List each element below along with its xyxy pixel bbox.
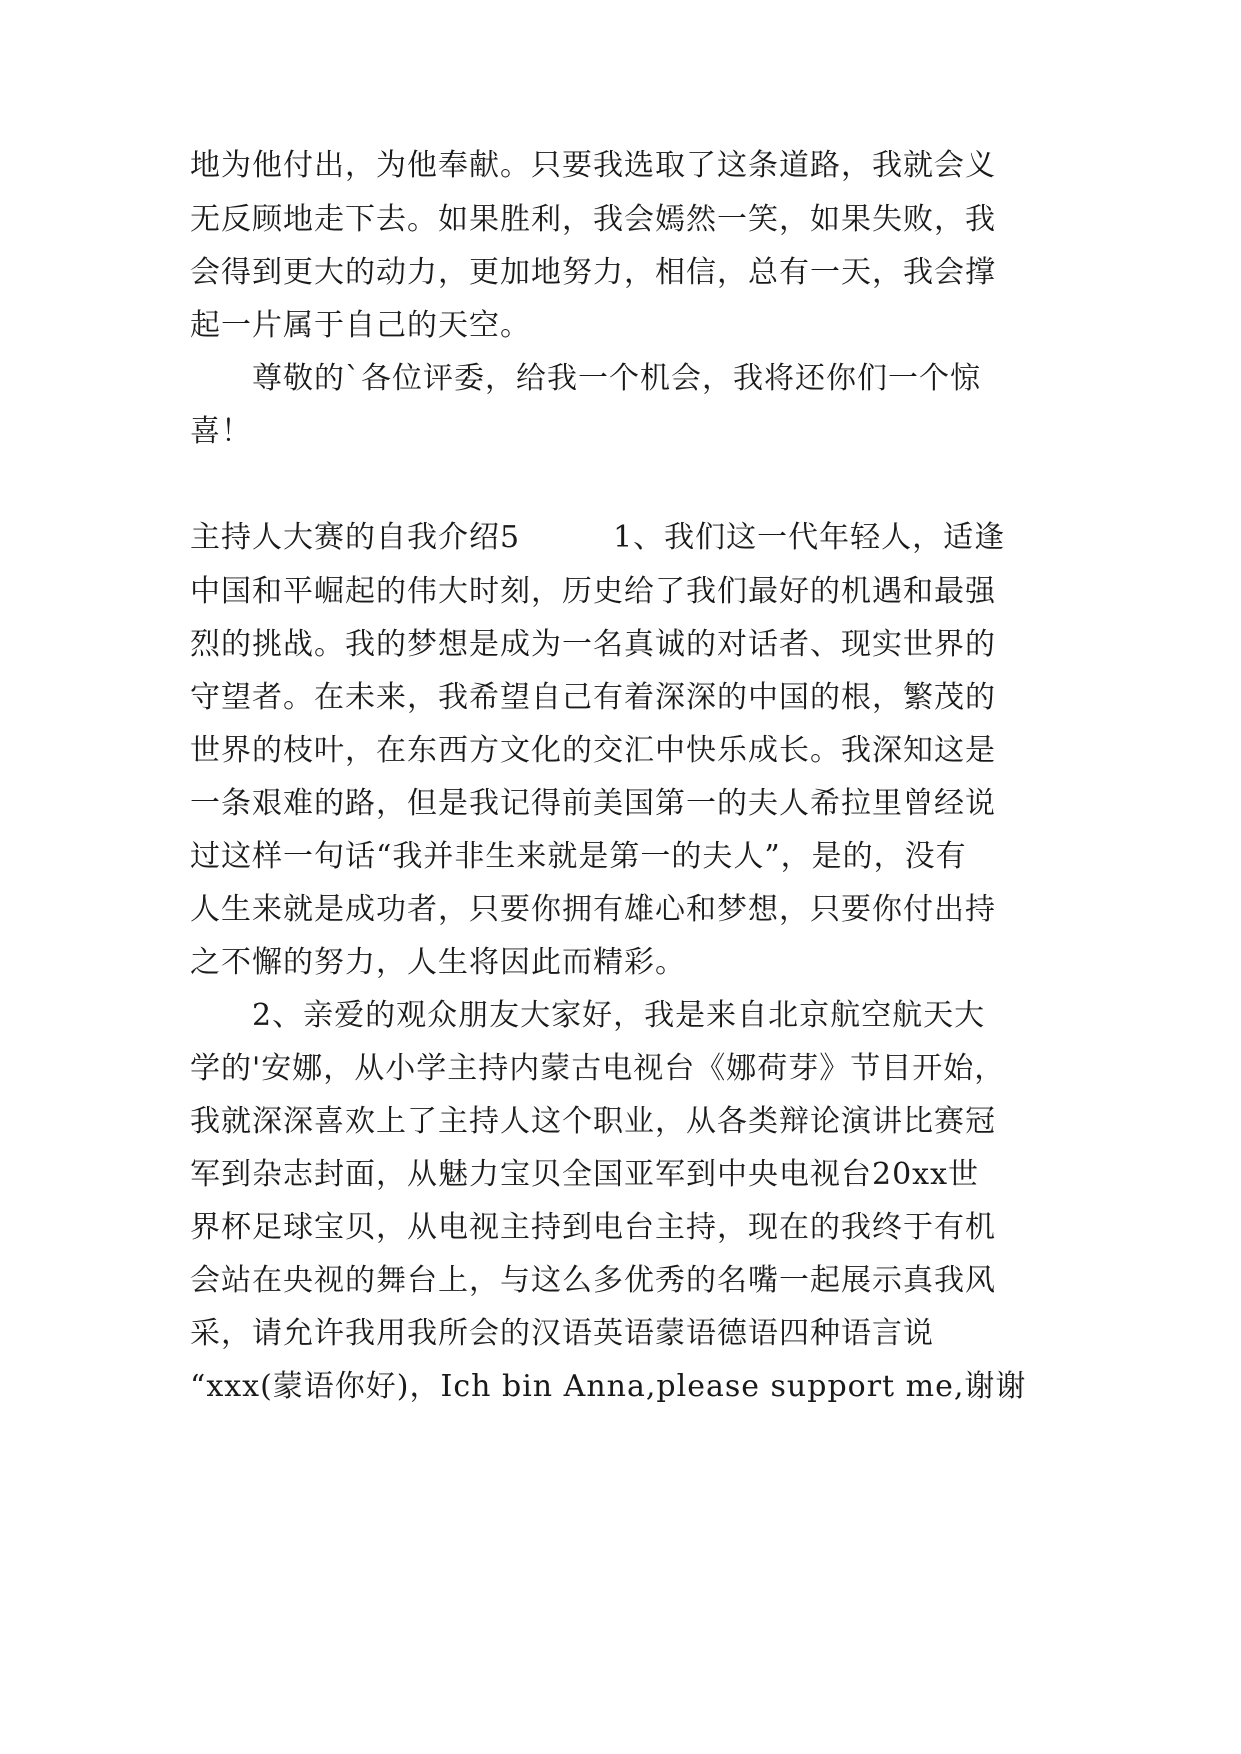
text-line: 烈的挑战。我的梦想是成为一名真诚的对话者、现实世界的	[190, 627, 996, 662]
text-line: 过这样一句话“我并非生来就是第一的夫人”，是的，没有	[190, 839, 967, 874]
text-line: 军到杂志封面，从魅力宝贝全国亚军到中央电视台20xx世	[190, 1157, 980, 1192]
text-line: 人生来就是成功者，只要你拥有雄心和梦想，只要你付出持	[190, 892, 996, 927]
text-line: 之不懈的努力，人生将因此而精彩。	[190, 945, 686, 980]
text-line: 一条艰难的路，但是我记得前美国第一的夫人希拉里曾经说	[190, 786, 996, 821]
text-line: 采，请允许我用我所会的汉语英语蒙语德语四种语言说	[190, 1316, 934, 1351]
text-line: “xxx(蒙语你好)，Ich bin Anna,please support me,谢谢	[190, 1369, 1027, 1404]
text-line: 2、亲爱的观众朋友大家好，我是来自北京航空航天大	[190, 998, 986, 1033]
text-line: 起一片属于自己的天空。	[190, 308, 531, 343]
text-line: 尊敬的`各位评委，给我一个机会，我将还你们一个惊	[190, 361, 981, 396]
text-line: 界杯足球宝贝，从电视主持到电台主持，现在的我终于有机	[190, 1210, 996, 1245]
text-line: 世界的枝叶，在东西方文化的交汇中快乐成长。我深知这是	[190, 733, 996, 768]
text-line: 学的'安娜，从小学主持内蒙古电视台《娜荷芽》节目开始，	[190, 1051, 1006, 1086]
text-line: 会得到更大的动力，更加地努力，相信，总有一天，我会撑	[190, 255, 996, 290]
text-line: 无反顾地走下去。如果胜利，我会嫣然一笑，如果失败，我	[190, 202, 996, 237]
text-line: 我就深深喜欢上了主持人这个职业，从各类辩论演讲比赛冠	[190, 1104, 996, 1139]
text-line: 喜！	[190, 414, 252, 449]
text-line: 中国和平崛起的伟大时刻，历史给了我们最好的机遇和最强	[190, 574, 996, 609]
text-line: 会站在央视的舞台上，与这么多优秀的名嘴一起展示真我风	[190, 1263, 996, 1298]
text-line: 地为他付出，为他奉献。只要我选取了这条道路，我就会义	[190, 148, 996, 183]
section-heading-line: 主持人大赛的自我介绍5 1、我们这一代年轻人，适逢	[190, 520, 1006, 555]
text-line: 守望者。在未来，我希望自己有着深深的中国的根，繁茂的	[190, 680, 996, 715]
